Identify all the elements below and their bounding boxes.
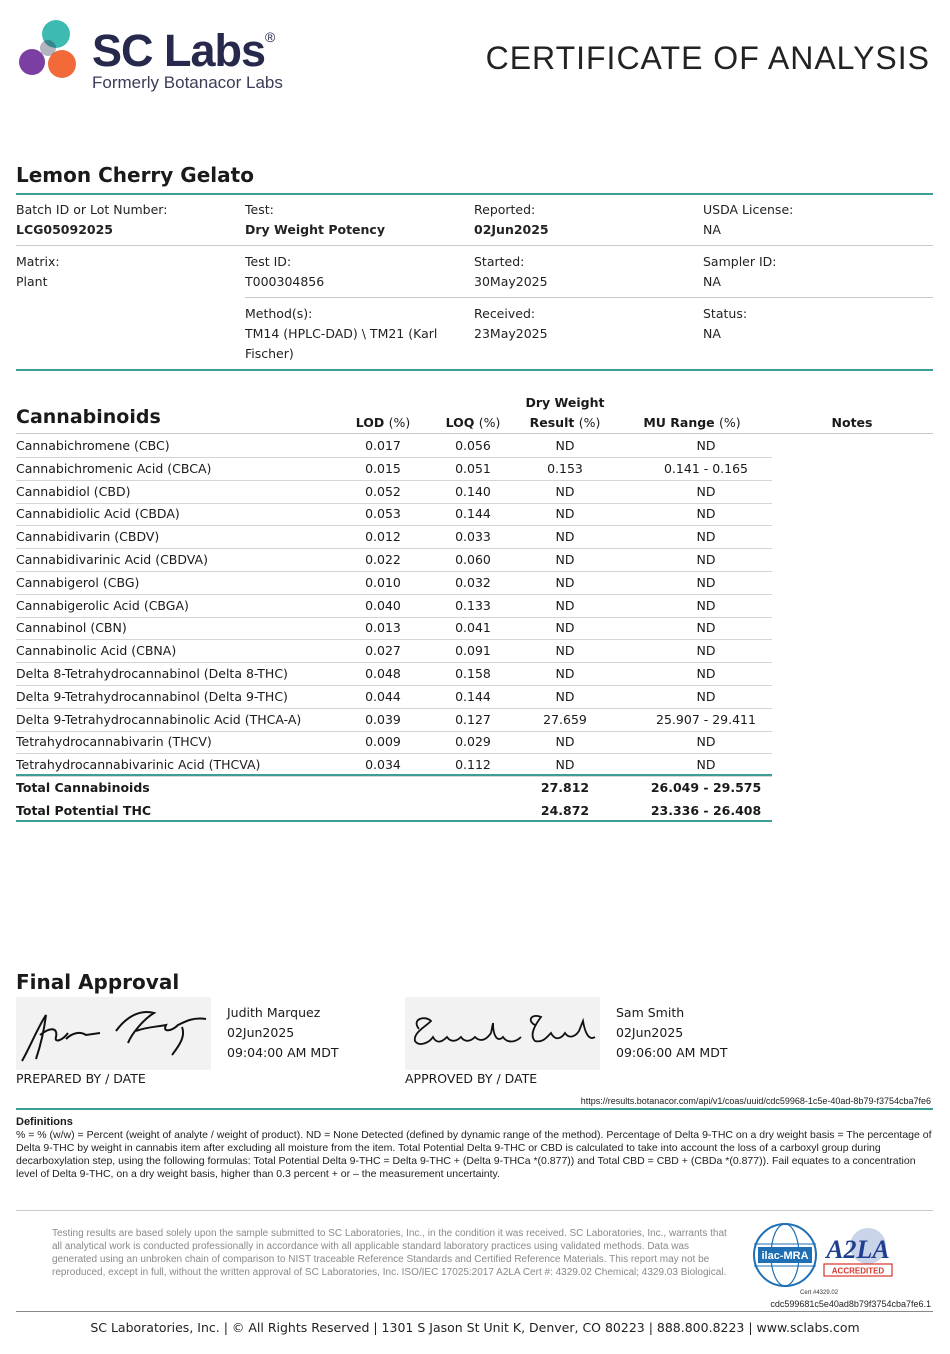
- batch-id-label: Batch ID or Lot Number:: [16, 202, 168, 217]
- analyte-name: Delta 9-Tetrahydrocannabinolic Acid (THCA-A): [16, 711, 302, 727]
- analyte-name: Cannabinolic Acid (CBNA): [16, 643, 177, 659]
- result-cell: ND: [555, 529, 575, 545]
- total-row: [16, 777, 772, 800]
- approver-info: [616, 1003, 727, 1063]
- batch-id-cell: [16, 200, 231, 240]
- mu-range-header: MU Range (%): [643, 415, 741, 430]
- result-cell: 27.812: [540, 780, 590, 795]
- lod-cell: 0.039: [365, 711, 401, 727]
- loq-cell: 0.127: [455, 711, 491, 727]
- lod-cell: 0.053: [365, 506, 401, 522]
- analyte-name: Tetrahydrocannabivarinic Acid (THCVA): [16, 757, 261, 773]
- preparer-name: Judith Marquez: [227, 1005, 321, 1020]
- batch-id-value: LCG05092025: [16, 222, 113, 237]
- svg-text:ACCREDITED: ACCREDITED: [831, 1266, 885, 1276]
- mu-cell: ND: [696, 597, 716, 613]
- result-cell: 27.659: [543, 711, 587, 727]
- document-title: CERTIFICATE OF ANALYSIS: [485, 40, 930, 76]
- prepared-by-label: PREPARED BY / DATE: [16, 1071, 146, 1086]
- methods-value-line-1: TM14 (HPLC-DAD) \ TM21 (Karl: [245, 326, 438, 341]
- loq-header: LOQ (%): [445, 415, 501, 430]
- loq-cell: 0.112: [455, 757, 491, 773]
- approver-signature: [405, 997, 600, 1070]
- result-cell: ND: [555, 620, 575, 636]
- ilac-mra-badge: [752, 1222, 818, 1288]
- lod-header: LOD (%): [355, 415, 411, 430]
- status-value: NA: [703, 326, 721, 341]
- methods-value-line-2: Fischer): [245, 346, 294, 361]
- approver-name: Sam Smith: [616, 1005, 685, 1020]
- result-cell: ND: [555, 506, 575, 522]
- lod-cell: 0.052: [365, 483, 401, 499]
- test-label: Test:: [245, 202, 274, 217]
- loq-cell: 0.091: [455, 643, 491, 659]
- mu-cell: ND: [696, 574, 716, 590]
- mu-cell: ND: [696, 438, 716, 453]
- table-row: [16, 595, 772, 618]
- result-cell: 24.872: [540, 802, 590, 818]
- cannabinoids-title: Cannabinoids: [16, 406, 161, 428]
- table-row: [16, 481, 772, 504]
- lod-cell: 0.044: [365, 688, 401, 704]
- lod-cell: 0.015: [365, 460, 401, 476]
- loq-cell: 0.158: [455, 666, 491, 681]
- ilac-globe-icon: [752, 1222, 818, 1288]
- loq-cell: 0.032: [455, 574, 491, 590]
- cert-number: Cert #4329.02: [800, 1290, 839, 1296]
- analyte-name: Cannabidiol (CBD): [16, 483, 131, 499]
- reported-label: Reported:: [474, 202, 536, 217]
- analyte-name: Cannabidiolic Acid (CBDA): [16, 506, 180, 522]
- lod-cell: 0.027: [365, 643, 401, 659]
- matrix-value: Plant: [16, 274, 48, 289]
- loq-cell: 0.144: [455, 688, 491, 704]
- mu-cell: ND: [696, 506, 716, 522]
- table-row: [16, 617, 772, 640]
- lod-cell: 0.009: [365, 734, 401, 750]
- loq-cell: 0.060: [455, 552, 491, 567]
- loq-cell: 0.033: [455, 529, 491, 545]
- started-label: Started:: [474, 254, 525, 269]
- final-approval-title: Final Approval: [16, 970, 180, 994]
- sampler-id-cell: [703, 252, 918, 292]
- analyte-name: Cannabichromenic Acid (CBCA): [16, 460, 212, 476]
- table-row: [16, 435, 772, 458]
- table-row: [16, 572, 772, 595]
- lod-cell: 0.048: [365, 666, 401, 681]
- loq-cell: 0.133: [455, 597, 491, 613]
- preparer-time: 09:04:00 AM MDT: [227, 1045, 339, 1060]
- a2la-logo-icon: [822, 1228, 894, 1278]
- logo-subtitle: Formerly Botanacor Labs: [92, 73, 283, 92]
- usda-license-cell: [703, 200, 918, 240]
- methods-cell: [245, 304, 460, 364]
- result-cell: ND: [555, 666, 575, 681]
- usda-license-label: USDA License:: [703, 202, 794, 217]
- product-name: Lemon Cherry Gelato: [16, 163, 254, 187]
- mu-cell: ND: [696, 757, 716, 773]
- result-cell: ND: [555, 597, 575, 613]
- loq-cell: 0.140: [455, 483, 491, 499]
- signature-icon: [16, 997, 211, 1070]
- disclaimer-text: Testing results are based solely upon the sample submitted to SC Laboratories, Inc., in the condition it was received. SC Laboratories, Inc., warrants that all analytical work is conducted professionally in accordance with all applicable standard laboratory practices using validated methods. Data was generated using an unbroken chain of comparison to NIST traceable Reference Standards and Certified Reference Materials. This report may not be reproduced, except in full, without the written approval of SC Laboratories, Inc. ISO/IEC 17025:2017 A2LA Cert #: 4329.02 Chemical; 4329.03 Biological.: [52, 1228, 727, 1278]
- table-row: [16, 640, 772, 663]
- svg-text:ilac-MRA: ilac-MRA: [761, 1250, 809, 1262]
- received-label: Received:: [474, 306, 536, 321]
- test-id-cell: [245, 252, 460, 292]
- mu-cell: ND: [696, 666, 716, 681]
- mu-cell: ND: [696, 552, 716, 567]
- usda-license-value: NA: [703, 222, 721, 237]
- approver-time: 09:06:00 AM MDT: [616, 1045, 728, 1060]
- divider: [16, 433, 933, 434]
- preparer-date: 02Jun2025: [227, 1025, 295, 1040]
- test-id-label: Test ID:: [245, 254, 292, 269]
- test-value: Dry Weight Potency: [245, 222, 385, 237]
- mu-cell: ND: [696, 688, 716, 704]
- table-row: [16, 549, 772, 572]
- started-cell: [474, 252, 689, 292]
- footer-text: SC Laboratories, Inc. | © All Rights Reserved | 1301 S Jason St Unit K, Denver, CO 80223 | 888.800.8223 | www.sclabs.com: [90, 1320, 860, 1335]
- divider: [16, 245, 933, 246]
- certificate-id: cdc599681c5e40ad8b79f3754cba7fe6.1: [770, 1299, 931, 1309]
- result-cell: ND: [555, 438, 575, 453]
- divider: [16, 369, 933, 371]
- mu-cell: 23.336 - 26.408: [650, 802, 762, 818]
- results-url[interactable]: https://results.botanacor.com/api/v1/coas/uuid/cdc59968-1c5e-40ad-8b79-f3754cba7fe6: [580, 1096, 931, 1106]
- lod-cell: 0.012: [365, 529, 401, 545]
- test-id-value: T000304856: [245, 274, 325, 289]
- table-row: [16, 458, 772, 481]
- preparer-signature: [16, 997, 211, 1070]
- divider: [16, 774, 772, 776]
- table-row: [16, 503, 772, 526]
- preparer-info: [227, 1003, 338, 1063]
- analyte-name: Delta 9-Tetrahydrocannabinol (Delta 9-THC): [16, 688, 288, 704]
- dry-weight-result-header: Dry Weight Result (%): [525, 395, 605, 430]
- divider: [16, 193, 933, 195]
- mu-cell: 25.907 - 29.411: [656, 711, 756, 727]
- result-cell: ND: [555, 688, 575, 704]
- sampler-id-label: Sampler ID:: [703, 254, 777, 269]
- table-row: [16, 663, 772, 686]
- started-value: 30May2025: [474, 274, 548, 289]
- reported-value: 02Jun2025: [474, 222, 549, 237]
- result-cell: ND: [555, 643, 575, 659]
- definitions-text: % = % (w/w) = Percent (weight of analyte / weight of product). ND = None Detected (defined by dynamic range of the method). Percentage of Delta 9-THC on a dry weight basis = The percentage of Delta 9-THC by weight in cannabis item after excluding all moisture from the item. Total Potential Delta 9-THC or CBD is calculated to take into account the loss of a carboxyl group during decarboxylation step, using the following formulas: Total Potential Delta 9-THC = Delta 9-THC + (Delta 9-THCa *(0.877)) and Total CBD = CBD + (CBDa *(0.877)). Fail equates to a concentration level of Delta 9-THC, on a dry weight basis, higher than 0.3 percent + or – the measurement uncertainty.: [16, 1129, 932, 1180]
- logo-mark-icon: [18, 18, 88, 88]
- test-cell: [245, 200, 460, 240]
- analyte-name: Delta 8-Tetrahydrocannabinol (Delta 8-THC): [16, 666, 288, 681]
- sc-labs-logo: [18, 18, 288, 98]
- result-cell: 0.153: [547, 460, 583, 476]
- notes-header: Notes: [831, 415, 873, 430]
- status-cell: [703, 304, 918, 344]
- divider: [245, 297, 933, 298]
- loq-cell: 0.041: [455, 620, 491, 636]
- analyte-name: Cannabidivarin (CBDV): [16, 529, 160, 545]
- divider: [16, 1311, 933, 1312]
- analyte-name: Cannabigerol (CBG): [16, 574, 140, 590]
- matrix-label: Matrix:: [16, 254, 60, 269]
- mu-cell: 26.049 - 29.575: [650, 780, 762, 795]
- mu-cell: ND: [696, 529, 716, 545]
- table-row: [16, 709, 772, 732]
- result-cell: ND: [555, 757, 575, 773]
- definitions-title: Definitions: [16, 1116, 73, 1128]
- svg-text:A2LA: A2LA: [826, 1235, 890, 1264]
- loq-cell: 0.051: [455, 460, 491, 476]
- lod-cell: 0.034: [365, 757, 401, 773]
- a2la-accredited-badge: [822, 1228, 894, 1278]
- loq-cell: 0.144: [455, 506, 491, 522]
- table-row: [16, 526, 772, 549]
- analyte-name: Cannabidivarinic Acid (CBDVA): [16, 552, 208, 567]
- analyte-name: Tetrahydrocannabivarin (THCV): [16, 734, 212, 750]
- lod-cell: 0.013: [365, 620, 401, 636]
- sampler-id-value: NA: [703, 274, 721, 289]
- lod-cell: 0.010: [365, 574, 401, 590]
- table-row: [16, 731, 772, 754]
- result-cell: ND: [555, 734, 575, 750]
- received-cell: [474, 304, 689, 344]
- table-row: [16, 686, 772, 709]
- approver-date: 02Jun2025: [616, 1025, 684, 1040]
- matrix-cell: [16, 252, 231, 292]
- mu-cell: ND: [696, 620, 716, 636]
- analyte-name: Cannabinol (CBN): [16, 620, 127, 636]
- logo-name: SC Labs®: [92, 25, 275, 76]
- divider: [16, 1210, 933, 1211]
- analyte-name: Cannabigerolic Acid (CBGA): [16, 597, 189, 613]
- lod-cell: 0.022: [365, 552, 401, 567]
- methods-label: Method(s):: [245, 306, 313, 321]
- reported-cell: [474, 200, 689, 240]
- analyte-name: Cannabichromene (CBC): [16, 438, 170, 453]
- signature-icon: [405, 997, 600, 1070]
- result-cell: ND: [555, 552, 575, 567]
- lod-cell: 0.017: [365, 438, 401, 453]
- mu-cell: ND: [696, 643, 716, 659]
- loq-cell: 0.029: [455, 734, 491, 750]
- analyte-name: Total Cannabinoids: [16, 780, 150, 795]
- loq-cell: 0.056: [455, 438, 491, 453]
- analyte-name: Total Potential THC: [16, 802, 152, 818]
- mu-cell: 0.141 - 0.165: [663, 460, 749, 476]
- result-cell: ND: [555, 483, 575, 499]
- approved-by-label: APPROVED BY / DATE: [405, 1071, 538, 1086]
- mu-cell: ND: [696, 483, 716, 499]
- divider: [16, 1108, 933, 1110]
- result-cell: ND: [555, 574, 575, 590]
- lod-cell: 0.040: [365, 597, 401, 613]
- received-value: 23May2025: [474, 326, 548, 341]
- mu-cell: ND: [696, 734, 716, 750]
- status-label: Status:: [703, 306, 748, 321]
- divider: [16, 820, 772, 822]
